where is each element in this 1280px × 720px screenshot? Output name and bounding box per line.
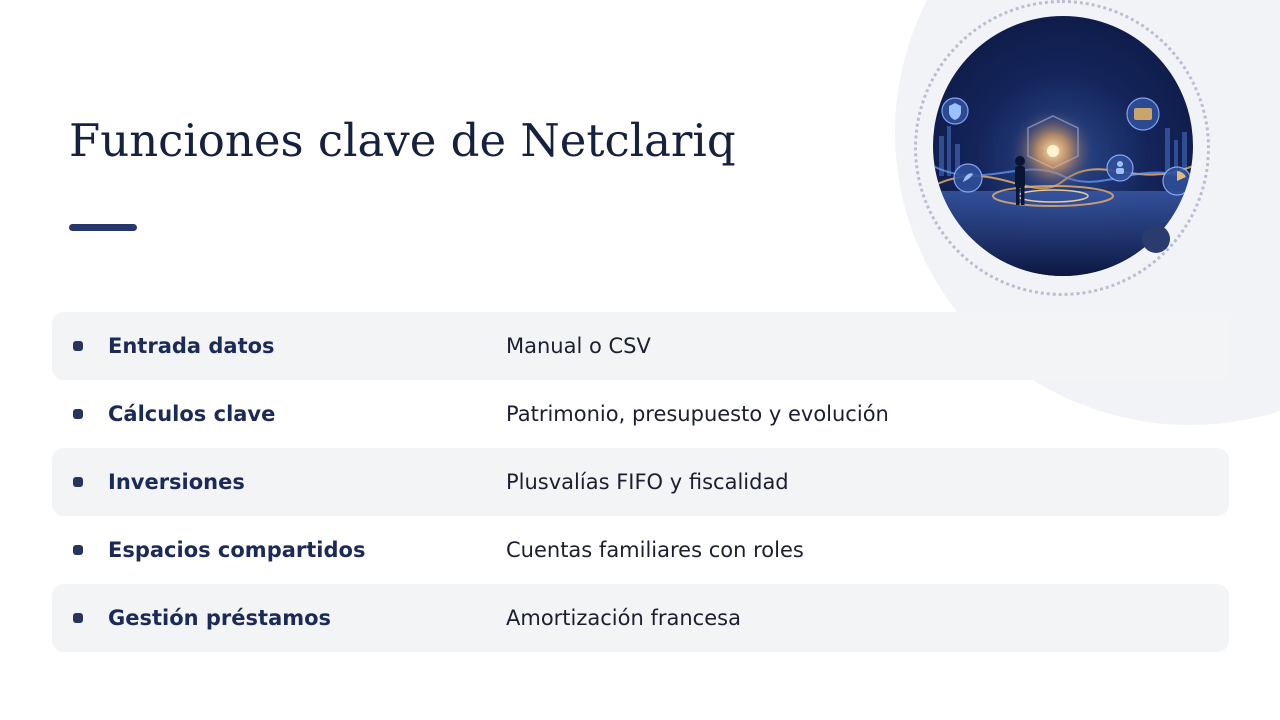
bullet-icon (73, 477, 83, 487)
feature-name: Gestión préstamos (108, 606, 332, 630)
feature-row (52, 312, 1229, 380)
feature-row (52, 448, 1229, 516)
bullet-icon (73, 545, 83, 555)
page-title: Funciones clave de Netclariq (69, 114, 736, 167)
feature-description: Plusvalías FIFO y fiscalidad (506, 470, 789, 494)
feature-description: Amortización francesa (506, 606, 741, 630)
feature-row (52, 584, 1229, 652)
feature-list (52, 312, 1229, 652)
feature-name: Cálculos clave (108, 402, 276, 426)
feature-name: Inversiones (108, 470, 245, 494)
feature-name: Espacios compartidos (108, 538, 366, 562)
bullet-icon (73, 613, 83, 623)
feature-row (52, 516, 1229, 584)
feature-row (52, 380, 1229, 448)
feature-name: Entrada datos (108, 334, 275, 358)
feature-description: Cuentas familiares con roles (506, 538, 804, 562)
feature-description: Manual o CSV (506, 334, 651, 358)
bullet-icon (73, 409, 83, 419)
title-underline (69, 224, 137, 231)
bullet-icon (73, 341, 83, 351)
accent-dot (1142, 225, 1170, 253)
feature-description: Patrimonio, presupuesto y evolución (506, 402, 889, 426)
